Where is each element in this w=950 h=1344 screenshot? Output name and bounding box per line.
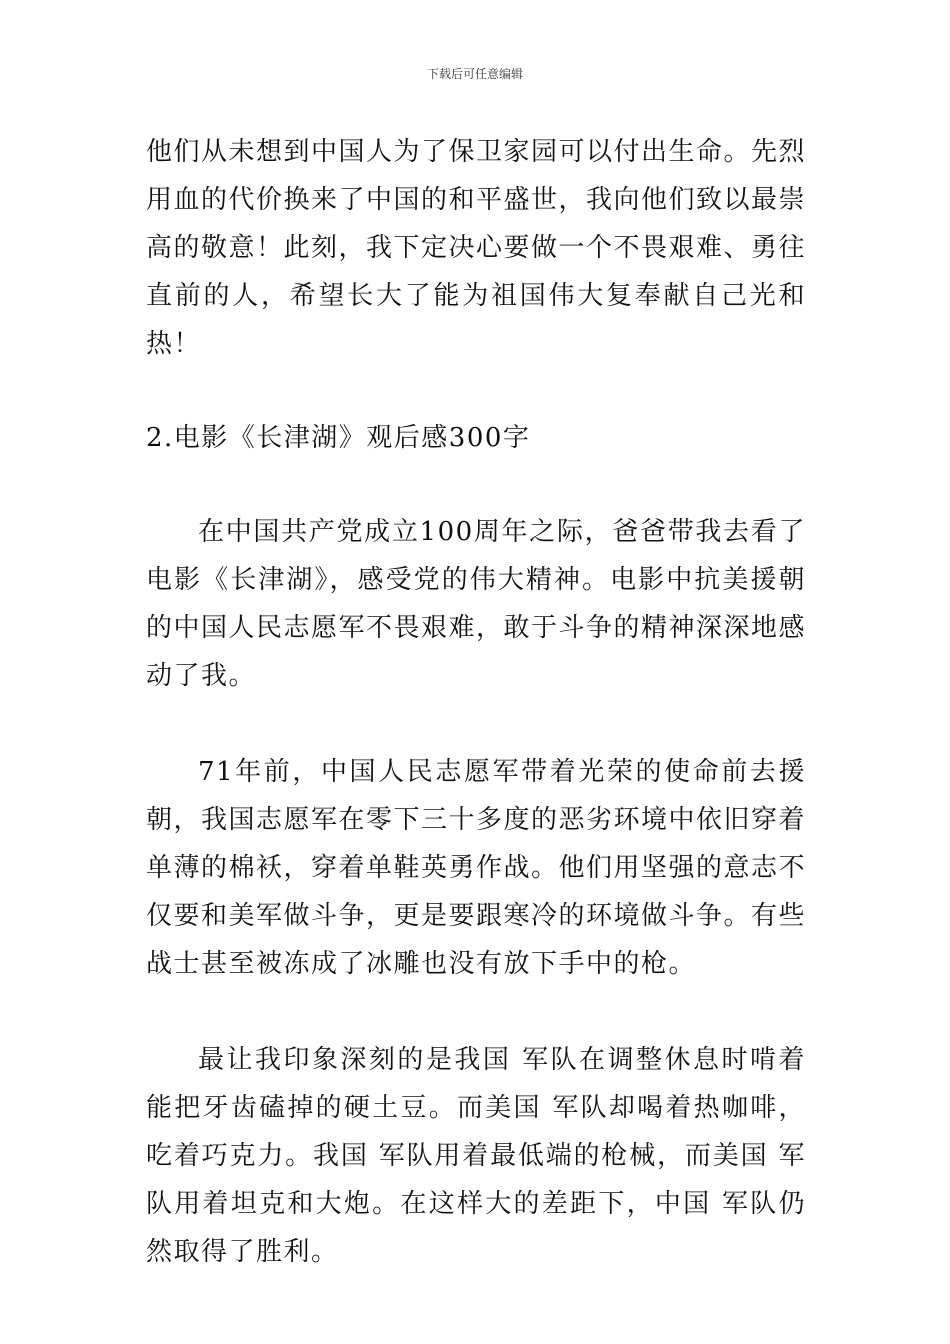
paragraph-1: 他们从未想到中国人为了保卫家园可以付出生命。先烈用血的代价换来了中国的和平盛世，我向他们致以最崇高的敬意！此刻，我下定决心要做一个不畏艰难、勇往直前的人，希望长大了能为祖国伟大复奉献自己光和热！ [146,137,807,359]
section-heading: 2.电影《长津湖》观后感300字 [146,423,531,453]
paragraph-4: 最让我印象深刻的是我国 军队在调整休息时啃着能把牙齿磕掉的硬土豆。而美国 军队却喝着热咖啡，吃着巧克力。我国 军队用着最低端的枪械，而美国 军队用着坦克和大炮。在这样大的差距下，中国 军队仍然取得了胜利。 [146,1045,806,1267]
paragraph-2: 在中国共产党成立100周年之际，爸爸带我去看了电影《长津湖》，感受党的伟大精神。电影中抗美援朝的中国人民志愿军不畏艰难，敢于斗争的精神深深地感动了我。 [146,517,807,691]
document-body [146,128,806,1276]
paragraph-3: 71年前，中国人民志愿军带着光荣的使命前去援朝，我国志愿军在零下三十多度的恶劣环境中依旧穿着单薄的棉袄，穿着单鞋英勇作战。他们用坚强的意志不仅要和美军做斗争，更是要跟寒冷的环境做斗争。有些战士甚至被冻成了冰雕也没有放下手中的枪。 [146,757,807,979]
header-note: 下载后可任意编辑 [426,67,523,81]
